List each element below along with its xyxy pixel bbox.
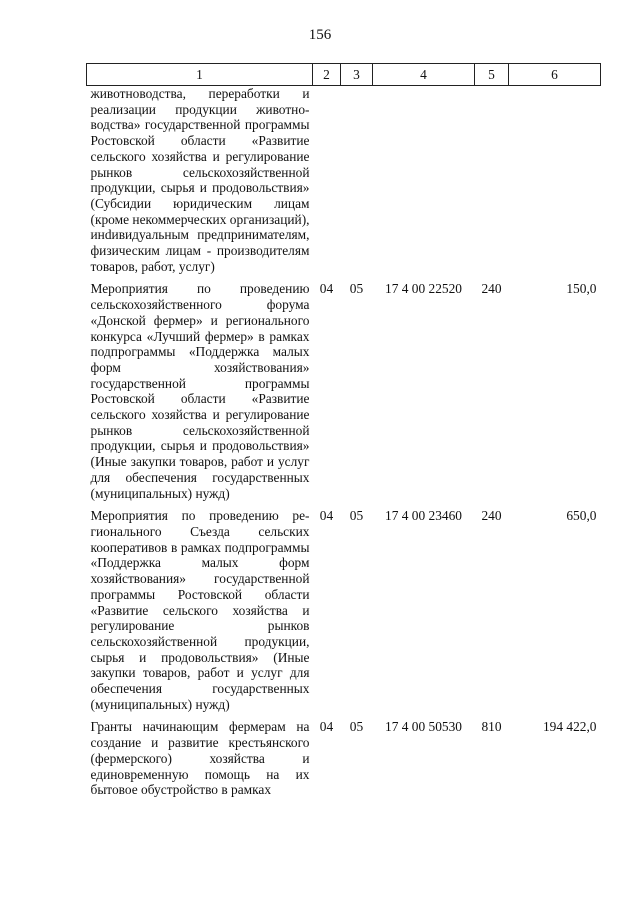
column-header: 4	[373, 64, 475, 86]
row-target-article: 17 4 00 22520	[385, 281, 462, 297]
table-row	[87, 86, 601, 275]
column-header: 3	[341, 64, 373, 86]
row-section-code: 04	[319, 281, 334, 297]
column-header: 5	[475, 64, 509, 86]
row-subsection-code: 05	[349, 719, 364, 735]
row-amount: 650,0	[566, 508, 597, 524]
table-row	[87, 501, 601, 712]
row-amount: 194 422,0	[542, 719, 597, 735]
column-header: 6	[509, 64, 601, 86]
row-subsection-code: 05	[349, 508, 364, 524]
row-target-article	[373, 86, 475, 275]
row-expense-type	[475, 86, 509, 275]
row-target-article: 17 4 00 50530	[385, 719, 462, 735]
row-section-code: 04	[319, 719, 334, 735]
column-header: 1	[87, 64, 313, 86]
row-description: Мероприятия по проведению регионального Съезда сельских кооперативов в рамках подпрограммы «Поддержка малых форм хозяйствования» государственной программы Ростовской области «Развитие сельского хозяйства и регулирование рынков сельскохозяйственной продукции, сырья и продовольствия» (Иные закупки товаров, работ и услуг для обеспечения государственных (муниципальных) нужд)	[90, 508, 310, 712]
row-expense-type: 240	[481, 281, 502, 297]
row-amount	[509, 86, 601, 275]
row-subsection-code	[341, 86, 373, 275]
page-number: 156	[308, 27, 332, 43]
table-header-row	[87, 64, 601, 86]
column-header: 2	[313, 64, 341, 86]
row-expense-type: 810	[481, 719, 502, 735]
row-section-code: 04	[319, 508, 334, 524]
row-expense-type: 240	[481, 508, 502, 524]
row-target-article: 17 4 00 23460	[385, 508, 462, 524]
table-row	[87, 712, 601, 798]
row-description: Мероприятия по проведению сельскохозяйственного форума «Донской фермер» и регионального конкурса «Лучший фермер» в рамках подпрограммы «Поддержка малых форм хозяйствования» государственной программы Ростовской области «Развитие сельского хозяйства и регулирование рынков сельскохозяйственной продукции, сырья и продовольствия» (Иные закупки товаров, работ и услуг для обеспечения государственных (муниципальных) нужд)	[90, 281, 310, 501]
budget-table	[86, 63, 601, 798]
row-description: животноводства, переработки и реализации продукции животноводства» государственной программы Ростовской области «Развитие сельского хозяйства и регулирование рынков сельскохозяйственной продукции, сырья и продовольствия» (Субсидии юридическим лицам (кроме некоммерческих организаций), инdивидуальным предпринимателям, физическим лицам - производителям товаров, работ, услуг)	[90, 86, 310, 274]
row-subsection-code: 05	[349, 281, 364, 297]
row-amount: 150,0	[566, 281, 597, 297]
table-row	[87, 274, 601, 501]
row-description: Гранты начинающим фермерам на создание и развитие крестьянского (фермерского) хозяйства и единовременную помощь на их бытовое обустройство в рамках	[90, 719, 310, 798]
row-section-code	[313, 86, 341, 275]
